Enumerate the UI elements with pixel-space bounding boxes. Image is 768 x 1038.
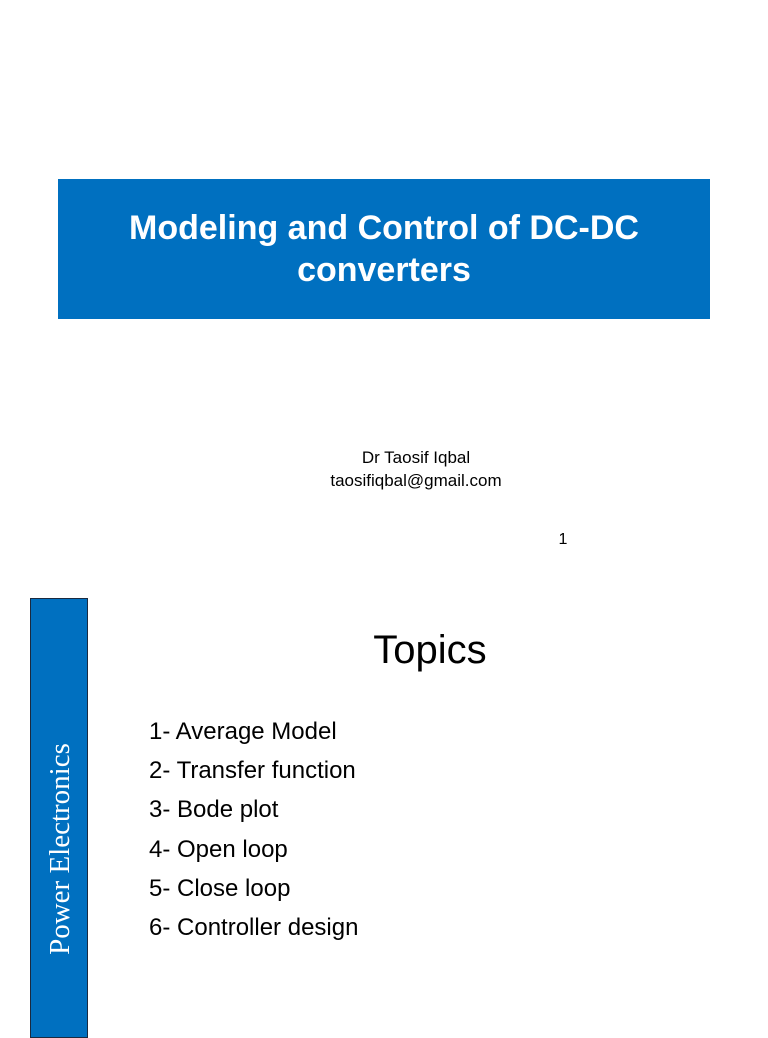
list-item: 5- Close loop xyxy=(149,874,291,902)
list-item: 2- Transfer function xyxy=(149,757,356,785)
author-block xyxy=(266,446,566,492)
topics-list xyxy=(149,712,358,947)
author-name: Dr Taosif Iqbal xyxy=(361,448,471,467)
list-item: 3- Bode plot xyxy=(149,796,279,824)
topics-title: Topics xyxy=(373,628,487,672)
list-item: 6- Controller design xyxy=(149,913,359,941)
page-number: 1 xyxy=(558,531,568,548)
topics-slide xyxy=(0,580,768,1024)
slide-title: Modeling and Control of DC-DC converters xyxy=(129,209,639,289)
list-item: 4- Open loop xyxy=(149,835,288,863)
author-email: taosifiqbal@gmail.com xyxy=(330,471,502,490)
title-banner xyxy=(58,179,710,319)
list-item: 1- Average Model xyxy=(149,718,337,745)
side-band xyxy=(30,598,88,1038)
side-band-label: Power Electronics xyxy=(44,743,76,955)
